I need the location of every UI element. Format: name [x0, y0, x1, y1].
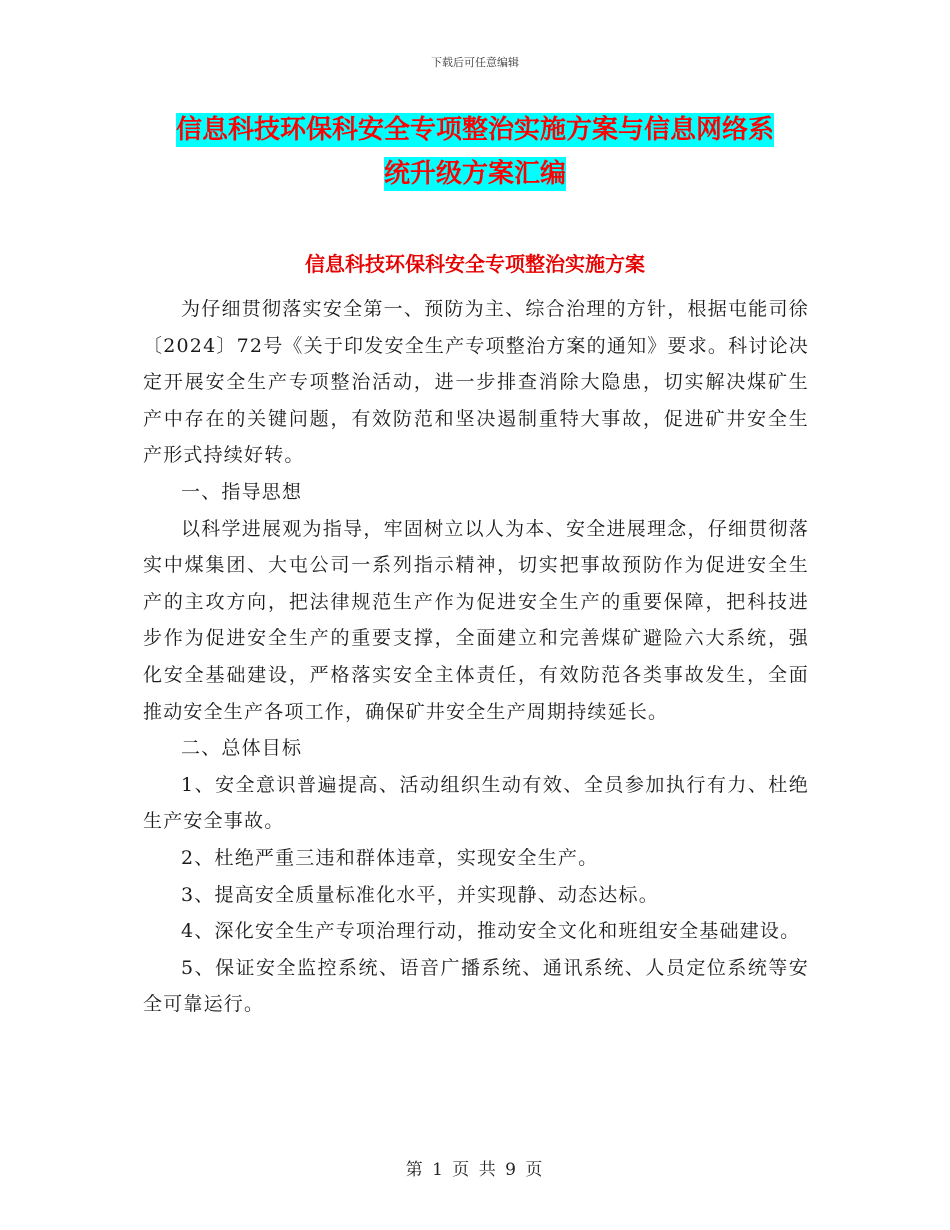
heading-overall-goals: 二、总体目标 [181, 737, 303, 760]
goal-item-3: 3、提高安全质量标准化水平，并实现静、动态达标。 [181, 883, 659, 906]
document-title [144, 108, 806, 196]
section-title: 信息科技环保科安全专项整治实施方案 [305, 252, 645, 276]
goal-item-1: 1、安全意识普遍提高、活动组织生动有效、全员参加执行有力、杜绝生产安全事故。 [143, 773, 809, 833]
paragraph-intro: 为仔细贯彻落实安全第一、预防为主、综合治理的方针，根据屯能司徐〔2024〕72号《关于印发安全生产专项整治方案的通知》要求。科讨论决定开展安全生产专项整治活动，进一步排查消除大隐患，切实解决煤矿生产中存在的关键问题，有效防范和坚决遏制重特大事故，促进矿井安全生产形式持续好转。 [143, 298, 809, 467]
goal-item-4: 4、深化安全生产专项治理行动，推动安全文化和班组安全基础建设。 [181, 920, 801, 943]
document-body [143, 291, 809, 1023]
goal-item-2: 2、杜绝严重三违和群体违章，实现安全生产。 [181, 846, 599, 869]
header-note: 下载后可任意编辑 [431, 56, 519, 69]
page-footer: 第 1 页 共 9 页 [405, 1160, 545, 1180]
heading-guiding-ideology: 一、指导思想 [181, 480, 303, 503]
document-title-line1: 信息科技环保科安全专项整治实施方案与信息网络系 [175, 115, 774, 145]
paragraph-guiding-ideology: 以科学进展观为指导，牢固树立以人为本、安全进展理念，仔细贯彻落实中煤集团、大屯公司一系列指示精神，切实把事故预防作为促进安全生产的主攻方向，把法律规范生产作为促进安全生产的重要保障，把科技进步作为促进安全生产的重要支撑，全面建立和完善煤矿避险六大系统，强化安全基础建设，严格落实安全主体责任，有效防范各类事故发生，全面推动安全生产各项工作，确保矿井安全生产周期持续延长。 [143, 517, 809, 723]
goal-item-5: 5、保证安全监控系统、语音广播系统、通讯系统、人员定位系统等安全可靠运行。 [143, 956, 809, 1016]
document-title-line2: 统升级方案汇编 [383, 159, 566, 189]
